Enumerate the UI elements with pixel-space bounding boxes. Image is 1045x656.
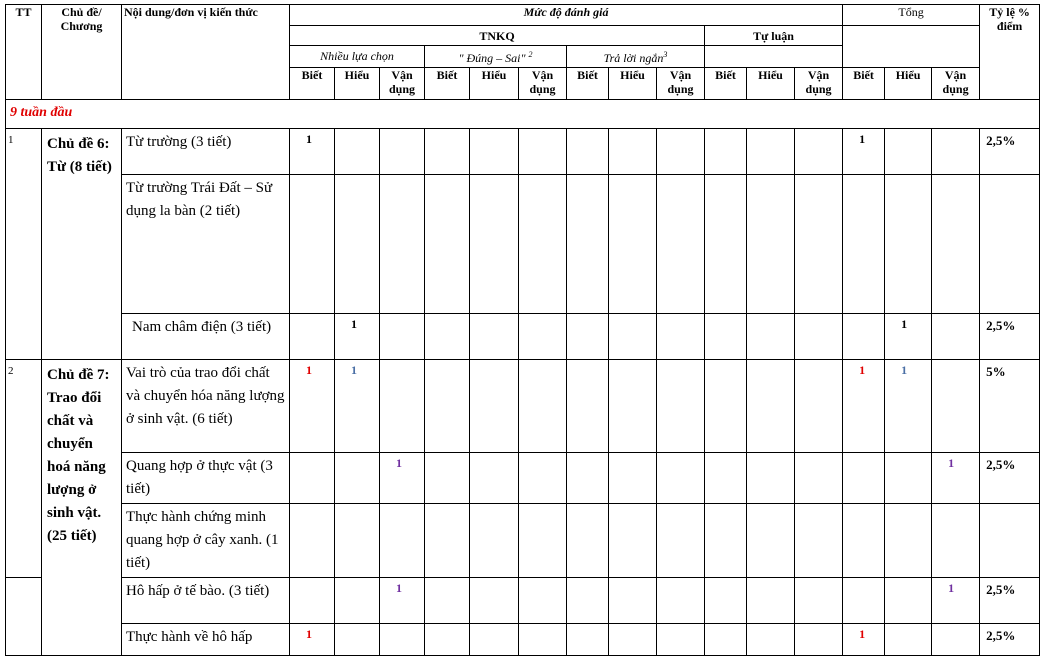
empty-cell — [705, 624, 747, 656]
empty-cell — [470, 175, 519, 314]
empty-cell — [519, 624, 567, 656]
empty-cell — [425, 453, 470, 504]
empty-cell — [747, 504, 795, 578]
tong-vd-cell — [932, 175, 980, 314]
header-tong-biet: Biết — [843, 68, 885, 100]
tong-biet-cell — [843, 453, 885, 504]
empty-cell — [795, 360, 843, 453]
empty-cell — [425, 504, 470, 578]
empty-cell — [705, 578, 747, 624]
empty-cell — [609, 578, 657, 624]
tong-vd-cell: 1 — [932, 453, 980, 504]
tong-vd-cell: 1 — [932, 578, 980, 624]
empty-cell — [747, 360, 795, 453]
header-tong-label: Tổng — [898, 5, 924, 19]
empty-cell — [795, 453, 843, 504]
tong-vd-cell — [932, 314, 980, 360]
empty-cell — [519, 360, 567, 453]
header-tln-biet: Biết — [567, 68, 609, 100]
empty-cell — [567, 129, 609, 175]
tong-hieu-cell — [885, 175, 932, 314]
header-noi-dung: Nội dung/đơn vị kiến thức — [122, 5, 290, 100]
tong-biet-cell — [843, 578, 885, 624]
empty-cell — [657, 175, 705, 314]
empty-cell — [657, 360, 705, 453]
empty-cell — [609, 314, 657, 360]
empty-cell — [705, 504, 747, 578]
empty-cell — [425, 175, 470, 314]
empty-cell — [567, 504, 609, 578]
empty-cell — [425, 360, 470, 453]
topic-tt: 1 — [6, 129, 42, 360]
tong-hieu-cell — [885, 129, 932, 175]
tong-hieu-cell: 1 — [885, 360, 932, 453]
empty-cell — [795, 504, 843, 578]
empty-cell — [470, 360, 519, 453]
content-cell: Hô hấp ở tế bào. (3 tiết) — [122, 578, 290, 624]
header-tong — [843, 5, 980, 26]
empty-cell — [705, 453, 747, 504]
content-cell: Thực hành chứng minh quang hợp ở cây xanh. (1 tiết) — [122, 504, 290, 578]
empty-cell — [747, 175, 795, 314]
tong-vd-cell — [932, 129, 980, 175]
tong-hieu-cell — [885, 504, 932, 578]
header-nlc-hieu: Hiểu — [335, 68, 380, 100]
empty-cell — [747, 578, 795, 624]
header-ty-le: Tỷ lệ % điểm — [980, 5, 1040, 100]
empty-cell — [425, 578, 470, 624]
empty-cell — [425, 314, 470, 360]
topic-tt: 2 — [6, 360, 42, 578]
empty-cell — [567, 360, 609, 453]
tong-vd-cell — [932, 360, 980, 453]
empty-cell — [567, 624, 609, 656]
header-ds-biet: Biết — [425, 68, 470, 100]
empty-cell — [519, 175, 567, 314]
content-cell: Thực hành về hô hấp — [122, 624, 290, 656]
pct-cell: 2,5% — [980, 624, 1040, 656]
empty-cell — [609, 453, 657, 504]
nlc-hieu-cell: 1 — [335, 314, 380, 360]
pct-cell — [980, 504, 1040, 578]
header-tln-vd: Vận dụng — [657, 68, 705, 100]
header-dung-sai-label: " Đúng – Sai" — [458, 51, 526, 65]
topic-tt-blank — [6, 578, 42, 656]
empty-cell — [609, 504, 657, 578]
pct-cell: 2,5% — [980, 578, 1040, 624]
header-tra-loi-ngan-sup: 3 — [663, 50, 668, 59]
empty-cell — [519, 314, 567, 360]
empty-cell — [470, 314, 519, 360]
empty-cell — [425, 624, 470, 656]
nlc-biet-cell: 1 — [290, 360, 335, 453]
tong-biet-cell — [843, 314, 885, 360]
empty-cell — [795, 578, 843, 624]
header-ds-vd: Vận dụng — [519, 68, 567, 100]
empty-cell — [705, 314, 747, 360]
empty-cell — [470, 129, 519, 175]
header-nlc-vd: Vận dụng — [380, 68, 425, 100]
empty-cell — [470, 624, 519, 656]
header-tl-hieu: Hiểu — [747, 68, 795, 100]
empty-cell — [657, 578, 705, 624]
header-tt: TT — [6, 5, 42, 100]
nlc-vd-cell — [380, 175, 425, 314]
empty-cell — [567, 175, 609, 314]
header-ds-hieu: Hiểu — [470, 68, 519, 100]
empty-cell — [705, 129, 747, 175]
empty-cell — [470, 578, 519, 624]
nlc-hieu-cell — [335, 578, 380, 624]
empty-cell — [747, 314, 795, 360]
header-dung-sai-sup: 2 — [528, 50, 533, 59]
header-nhieu-lua-chon: Nhiều lựa chọn — [290, 46, 425, 68]
empty-cell — [795, 314, 843, 360]
nlc-vd-cell — [380, 314, 425, 360]
content-cell: Quang hợp ở thực vật (3 tiết) — [122, 453, 290, 504]
nlc-hieu-cell — [335, 453, 380, 504]
tong-biet-cell: 1 — [843, 129, 885, 175]
empty-cell — [519, 453, 567, 504]
pct-cell: 2,5% — [980, 129, 1040, 175]
header-tong-hieu: Hiểu — [885, 68, 932, 100]
empty-cell — [747, 624, 795, 656]
empty-cell — [609, 175, 657, 314]
empty-cell — [609, 624, 657, 656]
tong-biet-cell: 1 — [843, 360, 885, 453]
empty-cell — [609, 129, 657, 175]
header-dung-sai — [425, 46, 567, 68]
nlc-vd-cell — [380, 624, 425, 656]
nlc-vd-cell — [380, 129, 425, 175]
tong-hieu-cell — [885, 453, 932, 504]
empty-cell — [657, 129, 705, 175]
topic-title: Chủ đề 7: Trao đổi chất và chuyển hoá năng lượng ở sinh vật. (25 tiết) — [42, 360, 122, 656]
header-tong-vd: Vận dụng — [932, 68, 980, 100]
nlc-biet-cell — [290, 314, 335, 360]
empty-cell — [567, 453, 609, 504]
empty-cell — [519, 504, 567, 578]
header-nlc-biet: Biết — [290, 68, 335, 100]
pct-cell: 2,5% — [980, 453, 1040, 504]
nlc-hieu-cell: 1 — [335, 360, 380, 453]
content-cell: Từ trường (3 tiết) — [122, 129, 290, 175]
empty-cell — [795, 129, 843, 175]
tong-hieu-cell — [885, 624, 932, 656]
empty-cell — [425, 129, 470, 175]
pct-cell — [980, 175, 1040, 314]
tong-hieu-cell: 1 — [885, 314, 932, 360]
nlc-biet-cell: 1 — [290, 129, 335, 175]
empty-cell — [519, 578, 567, 624]
empty-cell — [519, 129, 567, 175]
tong-vd-cell — [932, 624, 980, 656]
tong-biet-cell — [843, 175, 885, 314]
nlc-biet-cell — [290, 453, 335, 504]
empty-cell — [609, 360, 657, 453]
empty-cell — [705, 360, 747, 453]
tong-hieu-cell — [885, 578, 932, 624]
tong-biet-cell — [843, 504, 885, 578]
header-tra-loi-ngan-label: Trả lời ngắn — [603, 51, 664, 65]
header-muc-do: Mức độ đánh giá — [290, 5, 843, 26]
header-tu-luan: Tự luận — [705, 26, 843, 46]
nlc-hieu-cell — [335, 624, 380, 656]
content-cell: Từ trường Trái Đất – Sử dụng la bàn (2 tiết) — [122, 175, 290, 314]
tong-biet-cell: 1 — [843, 624, 885, 656]
nlc-biet-cell — [290, 175, 335, 314]
assessment-matrix-table — [5, 4, 1040, 656]
empty-cell — [747, 453, 795, 504]
header-tra-loi-ngan — [567, 46, 705, 68]
section-label: 9 tuần đầu — [6, 100, 1040, 129]
nlc-hieu-cell — [335, 175, 380, 314]
header-tnkq: TNKQ — [290, 26, 705, 46]
header-tl-vd: Vận dụng — [795, 68, 843, 100]
empty-cell — [567, 314, 609, 360]
header-tu-luan-blank — [705, 46, 843, 68]
tong-vd-cell — [932, 504, 980, 578]
empty-cell — [747, 129, 795, 175]
empty-cell — [705, 175, 747, 314]
nlc-hieu-cell — [335, 504, 380, 578]
empty-cell — [657, 453, 705, 504]
header-chu-de: Chủ đề/ Chương — [42, 5, 122, 100]
nlc-vd-cell: 1 — [380, 453, 425, 504]
nlc-biet-cell: 1 — [290, 624, 335, 656]
empty-cell — [657, 624, 705, 656]
topic-title: Chủ đề 6: Từ (8 tiết) — [42, 129, 122, 360]
nlc-vd-cell — [380, 504, 425, 578]
header-tln-hieu: Hiểu — [609, 68, 657, 100]
pct-cell: 5% — [980, 360, 1040, 453]
content-cell: Vai trò của trao đổi chất và chuyển hóa năng lượng ở sinh vật. (6 tiết) — [122, 360, 290, 453]
empty-cell — [795, 624, 843, 656]
nlc-vd-cell — [380, 360, 425, 453]
nlc-biet-cell — [290, 504, 335, 578]
empty-cell — [470, 453, 519, 504]
pct-cell: 2,5% — [980, 314, 1040, 360]
empty-cell — [795, 175, 843, 314]
empty-cell — [470, 504, 519, 578]
nlc-biet-cell — [290, 578, 335, 624]
empty-cell — [657, 504, 705, 578]
empty-cell — [567, 578, 609, 624]
nlc-vd-cell: 1 — [380, 578, 425, 624]
content-cell: Nam châm điện (3 tiết) — [122, 314, 290, 360]
header-tl-biet: Biết — [705, 68, 747, 100]
nlc-hieu-cell — [335, 129, 380, 175]
header-tong-blank — [843, 26, 980, 68]
empty-cell — [657, 314, 705, 360]
